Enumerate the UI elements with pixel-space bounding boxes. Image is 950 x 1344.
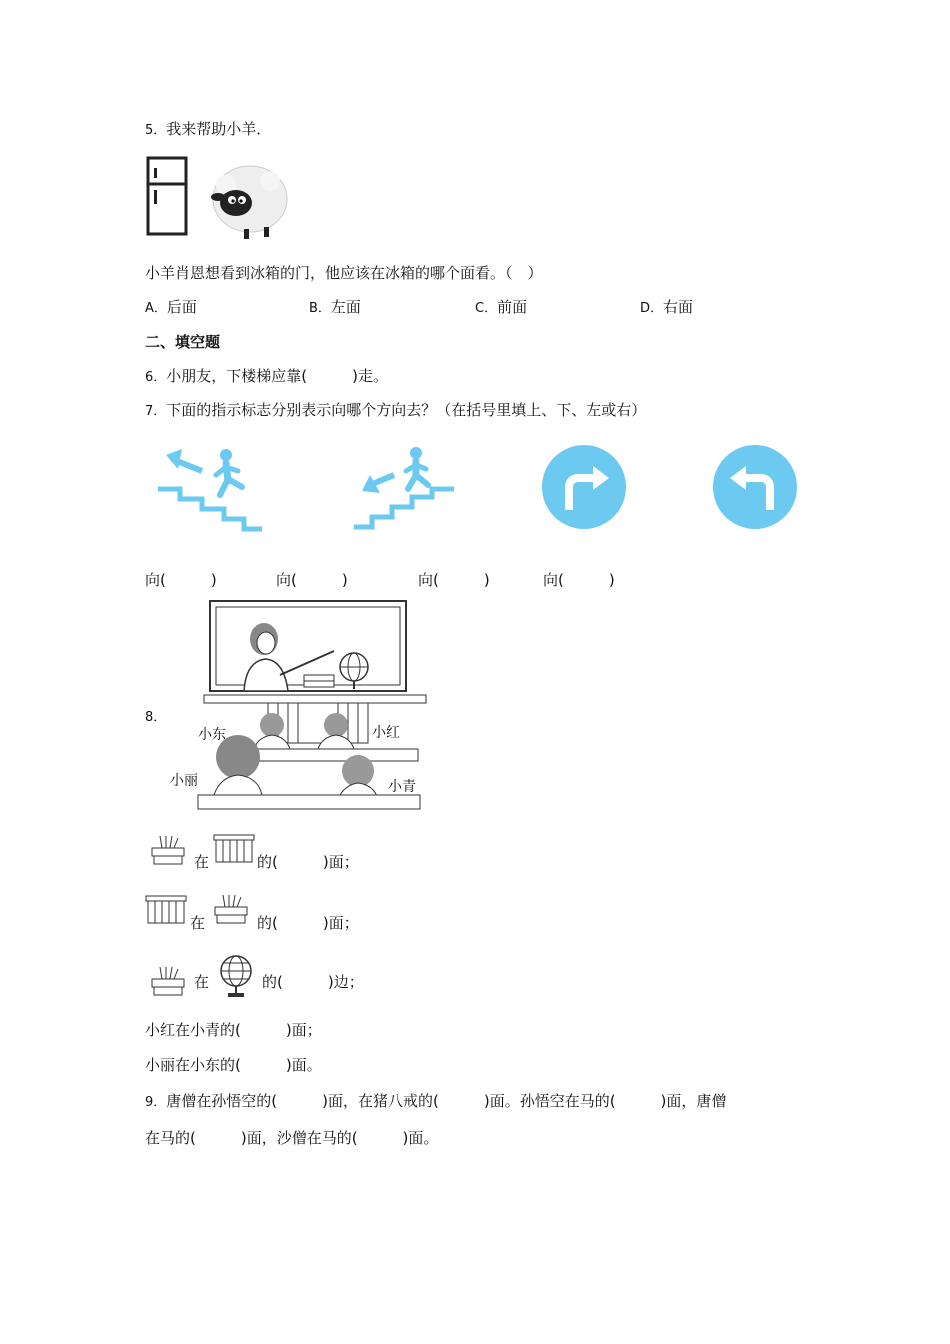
q8-line1-zai: 在 (194, 853, 210, 871)
option-b-text: 左面 (330, 298, 361, 316)
books-icon-3 (150, 965, 186, 997)
q9-line1-text: 唐僧在孙悟空的( )面，在猪八戒的( )面。孙悟空在马的( )面，唐僧 (166, 1092, 727, 1110)
q5-question: 小羊肖恩想看到冰箱的门，他应该在冰箱的哪个面看。（ ） (145, 264, 543, 282)
globe-icon (218, 953, 254, 999)
stairs-up-left-sign-icon (156, 445, 264, 531)
q5-header (145, 118, 271, 139)
q8-line2-rest: 的( )面； (257, 914, 359, 932)
q9-line1 (145, 1090, 726, 1111)
q9-number: 9． (145, 1095, 167, 1110)
option-a-letter: A． (145, 301, 167, 316)
q9-line2: 在马的( )面，沙僧在马的( )面。 (145, 1129, 439, 1147)
q7-blank-4: 向( ) (543, 571, 615, 589)
q6-number: 6． (145, 370, 167, 385)
turn-right-sign-icon (541, 444, 627, 530)
books-icon-2 (213, 893, 249, 925)
q7-blank-1: 向( ) (145, 571, 217, 589)
q7 (145, 399, 646, 420)
fridge-image (146, 156, 188, 236)
option-c-text: 前面 (497, 298, 528, 316)
stairs-down-left-sign-icon (352, 445, 456, 531)
option-a-text: 后面 (166, 298, 197, 316)
option-b-letter: B． (309, 301, 331, 316)
q5-text: 我来帮助小羊． (166, 120, 272, 138)
q8-line5: 小丽在小东的( )面。 (145, 1056, 322, 1074)
q8-number: 8． (145, 710, 167, 725)
label-xiaoqing: 小青 (388, 779, 416, 795)
q8-line2-zai: 在 (190, 914, 206, 932)
q5-option-b (309, 296, 361, 317)
q6 (145, 365, 388, 386)
q8-line4: 小红在小青的( )面； (145, 1021, 322, 1039)
q8-line3-zai: 在 (194, 973, 210, 991)
q7-text: 下面的指示标志分别表示向哪个方向去？（在括号里填上、下、左或右） (166, 401, 647, 419)
label-xiaodong: 小东 (198, 727, 226, 743)
desk-icon (213, 834, 255, 864)
turn-left-sign-icon (712, 444, 798, 530)
q5-number: 5． (145, 123, 167, 138)
option-d-letter: D． (640, 301, 664, 316)
q6-text: 小朋友，下楼梯应靠( )走。 (166, 367, 388, 385)
q7-number: 7． (145, 404, 167, 419)
books-icon (150, 834, 186, 866)
q5-option-d (640, 296, 693, 317)
q5-option-c (475, 296, 527, 317)
label-xiaohong: 小红 (372, 725, 400, 741)
q8-line1-rest: 的( )面； (257, 853, 359, 871)
section-title: 二、填空题 (145, 333, 221, 351)
option-d-text: 右面 (663, 298, 694, 316)
option-c-letter: C． (475, 301, 498, 316)
q5-option-a (145, 296, 197, 317)
q8-line3-rest: 的( )边； (262, 973, 364, 991)
label-xiaoli: 小丽 (170, 773, 198, 789)
desk-icon-2 (145, 895, 187, 925)
sheep-image (208, 163, 288, 241)
q7-blank-3: 向( ) (418, 571, 490, 589)
q7-blank-2: 向( ) (276, 571, 348, 589)
